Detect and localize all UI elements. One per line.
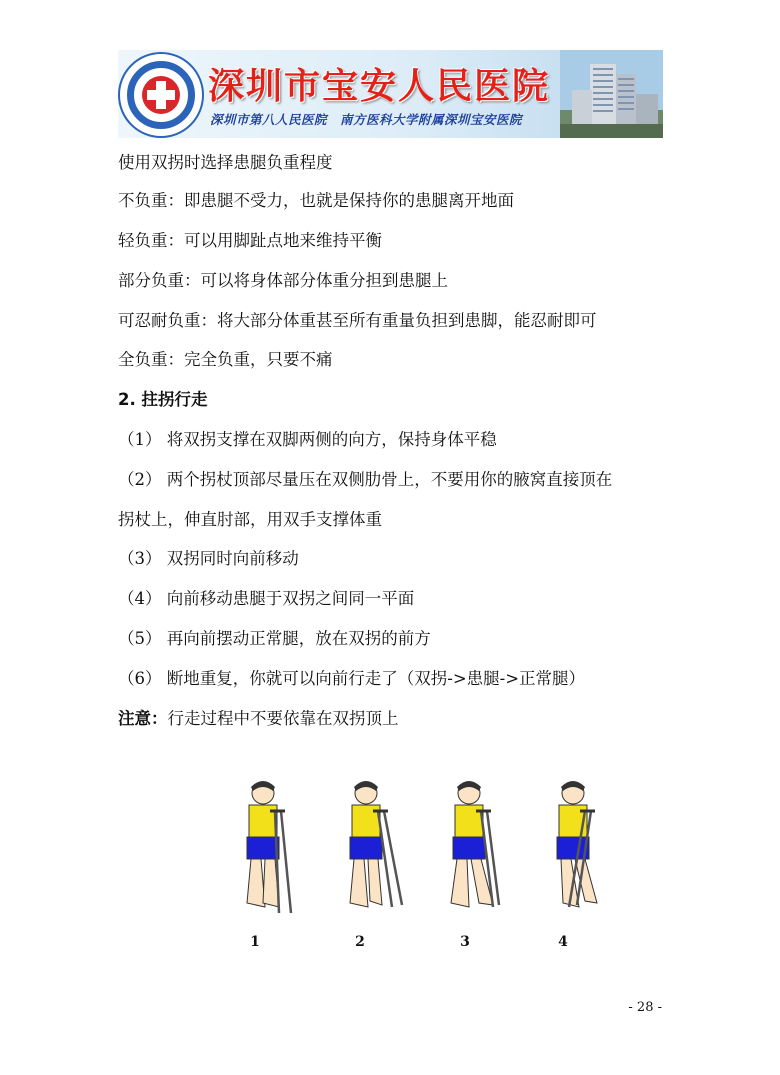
- figure-step-label-3: 3: [460, 934, 470, 950]
- weight-level-light: 轻负重：可以用脚趾点地来维持平衡: [118, 231, 382, 250]
- figure-step-label-2: 2: [355, 934, 365, 950]
- note-label: 注意：: [118, 709, 168, 728]
- hospital-subtitle: 深圳市第八人民医院 南方医科大学附属深圳宝安医院: [210, 112, 523, 127]
- weight-level-partial: 部分负重：可以将身体部分体重分担到患腿上: [118, 271, 448, 290]
- figure-step-label-1: 1: [250, 934, 260, 950]
- walker-illustration-4: [533, 775, 623, 925]
- figure-step-1: [225, 775, 315, 950]
- step-2-continued: 拐杖上，伸直肘部，用双手支撑体重: [118, 510, 382, 529]
- step-6: （6） 断地重复，你就可以向前行走了（双拐->患腿->正常腿）: [118, 669, 586, 688]
- crutch-walking-figure: [225, 775, 600, 950]
- step-3: （3） 双拐同时向前移动: [118, 549, 299, 568]
- section-title: 2. 拄拐行走: [118, 390, 208, 409]
- weight-level-full: 全负重：完全负重，只要不痛: [118, 350, 333, 369]
- hospital-banner: [118, 50, 663, 138]
- step-4: （4） 向前移动患腿于双拐之间同一平面: [118, 589, 415, 608]
- weight-level-tolerable: 可忍耐负重：将大部分体重甚至所有重量负担到患脚，能忍耐即可: [118, 311, 597, 330]
- step-5: （5） 再向前摆动正常腿，放在双拐的前方: [118, 629, 431, 648]
- hospital-name: 深圳市宝安人民医院: [208, 66, 551, 107]
- figure-step-label-4: 4: [558, 934, 568, 950]
- step-2: （2） 两个拐杖顶部尽量压在双侧肋骨上，不要用你的腋窝直接顶在: [118, 470, 613, 489]
- figure-step-3: [435, 775, 525, 950]
- note-text: 行走过程中不要依靠在双拐顶上: [167, 709, 399, 728]
- walker-illustration-3: [435, 775, 525, 925]
- hospital-building-image: [560, 50, 663, 138]
- figure-step-2: [330, 775, 420, 950]
- hospital-logo-icon: [118, 52, 204, 138]
- weight-level-none: 不负重：即患腿不受力，也就是保持你的患腿离开地面: [118, 191, 514, 210]
- walker-illustration-1: [225, 775, 315, 925]
- walker-illustration-2: [330, 775, 420, 925]
- page-number: - 28 -: [628, 1000, 662, 1015]
- note-line: [118, 708, 399, 730]
- step-1: （1） 将双拐支撑在双脚两侧的向方，保持身体平稳: [118, 430, 497, 449]
- intro-line: 使用双拐时选择患腿负重程度: [118, 153, 333, 172]
- figure-step-4: [533, 775, 623, 950]
